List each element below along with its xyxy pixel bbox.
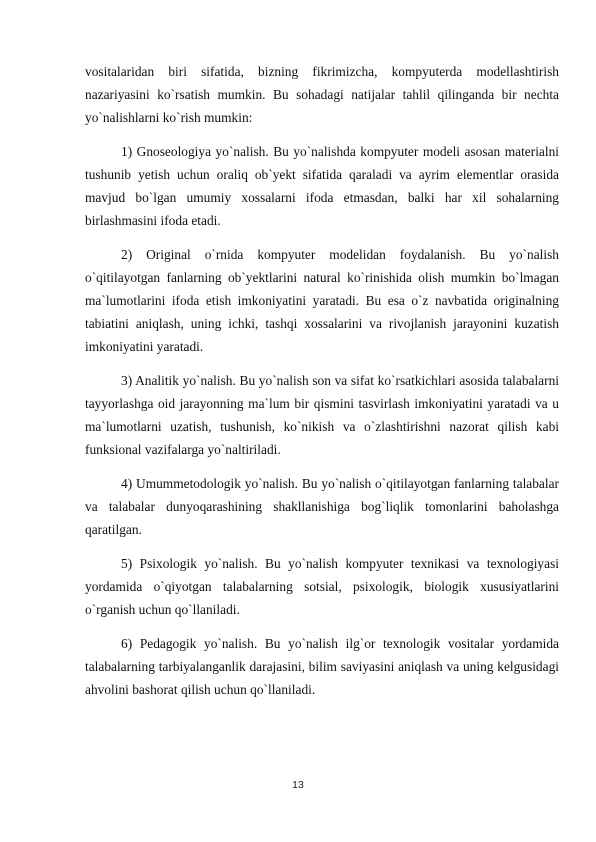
- paragraph-intro: vositalaridan biri sifatida, bizning fikrimizcha, kompyuterda modellashtirish nazariyasini ko`rsatish mumkin. Bu sohadagi natijalar tahlil qilinganda bir nechta yo`nalishlarni ko`rish mumkin:: [85, 64, 559, 125]
- paragraph-psychological: 5) Psixologik yo`nalish. Bu yo`nalish kompyuter texnikasi va texnologiyasi yordamida o`qiyotgan talabalarning sotsial, psixologik, biologik xususiyatlarini o`rganish uchun qo`llaniladi.: [85, 556, 559, 617]
- paragraph-original: 2) Original o`rnida kompyuter modelidan foydalanish. Bu yo`nalish o`qitilayotgan fanlarning ob`yektlarini natural ko`rinishida olish mumkin bo`lmagan ma`lumotlarini ifoda etish imkoniyatini yaratadi. Bu esa o`z navbatida originalning tabiatini aniqlash, uning ichki, tashqi xossalarini va rivojlanish jarayonini kuzatish imkoniyatini yaratadi.: [85, 247, 559, 354]
- paragraph-pedagogical: 6) Pedagogik yo`nalish. Bu yo`nalish ilg`or texnologik vositalar yordamida talabalarning tarbiyalanganlik darajasini, bilim saviyasini aniqlash va uning kelgusidagi ahvolini bashorat qilish uchun qo`llaniladi.: [85, 636, 559, 697]
- page-body: [85, 60, 559, 712]
- page-number: 13: [292, 779, 304, 791]
- paragraph-analytic: 3) Analitik yo`nalish. Bu yo`nalish son va sifat ko`rsatkichlari asosida talabalarni tayyorlashga oid jarayonning ma`lum bir qismini tasvirlash imkoniyatini yaratadi va u ma`lumotlarni uzatish, tushunish, ko`nikish va o`zlashtirishni nazorat qilish kabi funksional vazifalarga yo`naltiriladi.: [85, 373, 559, 457]
- paragraph-general-methodology: 4) Umummetodologik yo`nalish. Bu yo`nalish o`qitilayotgan fanlarning talabalar va talabalar dunyoqarashining shakllanishiga bog`liqlik tomonlarini baholashga qaratilgan.: [85, 476, 559, 537]
- paragraph-gnoseology: 1) Gnoseologiya yo`nalish. Bu yo`nalishda kompyuter modeli asosan materialni tushunib yetish uchun oraliq ob`yekt sifatida qaraladi va ayrim elementlar orasida mavjud bo`lgan umumiy xossalarni ifoda etmasdan, balki har xil sohalarning birlashmasini ifoda etadi.: [85, 144, 559, 228]
